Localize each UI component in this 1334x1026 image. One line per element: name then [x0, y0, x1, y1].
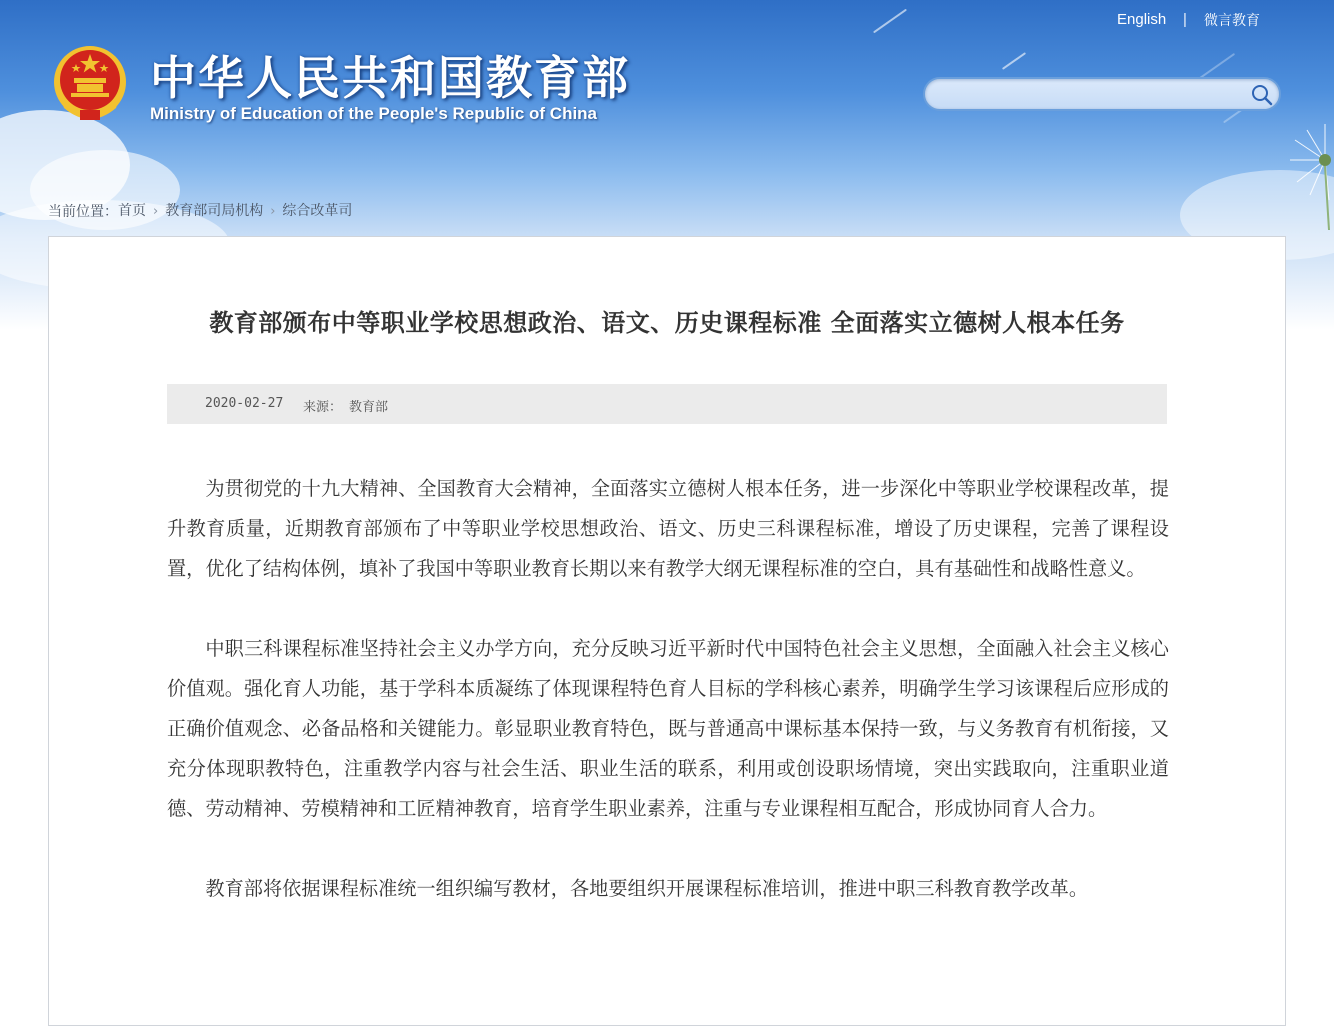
- site-subtitle: Ministry of Education of the People's Republic of China: [150, 104, 598, 123]
- article-body: [167, 469, 1169, 949]
- top-links: [1100, 10, 1300, 30]
- dandelion-decoration: [1285, 120, 1334, 230]
- article-panel: [48, 236, 1286, 1026]
- search-box: [923, 77, 1281, 111]
- breadcrumb: [48, 200, 352, 221]
- breadcrumb-home[interactable]: 首页: [118, 203, 146, 219]
- national-emblem-icon: [52, 44, 128, 124]
- breadcrumb-current[interactable]: 综合改革司: [282, 203, 353, 219]
- article-paragraph: 教育部将依据课程标准统一组织编写教材，各地要组织开展课程标准培训，推进中职三科教育教学改革。: [205, 877, 1089, 900]
- search-icon[interactable]: [1251, 84, 1273, 106]
- sparkle-decoration: [1002, 52, 1026, 70]
- site-title: 中华人民共和国教育部: [150, 51, 630, 105]
- breadcrumb-label: 当前位置：: [48, 204, 118, 220]
- article-title: 教育部颁布中等职业学校思想政治、语文、历史课程标准 全面落实立德树人根本任务: [209, 309, 1125, 337]
- article-paragraph: 为贯彻党的十九大精神、全国教育大会精神，全面落实立德树人根本任务，进一步深化中等职业学校课程改革，提升教育质量，近期教育部颁布了中等职业学校思想政治、语文、历史三科课程标准，增设了历史课程，完善了课程设置，优化了结构体例，填补了我国中等职业教育长期以来有教学大纲无课程标准的空白，具有基础性和战略性意义。: [167, 477, 1169, 580]
- english-link[interactable]: English: [1117, 11, 1167, 28]
- weibo-link[interactable]: 微言教育: [1204, 13, 1260, 29]
- article-meta: [167, 384, 1167, 424]
- search-input[interactable]: [939, 83, 1243, 107]
- source-value: 教育部: [349, 400, 389, 415]
- chevron-right-icon: ›: [270, 203, 276, 219]
- link-separator: |: [1183, 11, 1187, 28]
- source-label: 来源：: [303, 400, 343, 415]
- article-paragraph: 中职三科课程标准坚持社会主义办学方向，充分反映习近平新时代中国特色社会主义思想，全面融入社会主义核心价值观。强化育人功能，基于学科本质凝练了体现课程特色育人目标的学科核心素养，明确学生学习该课程后应形成的正确价值观念、必备品格和关键能力。彰显职业教育特色，既与普通高中课标基本保持一致，与义务教育有机衔接，又充分体现职教特色，注重教学内容与社会生活、职业生活的联系，利用或创设职场情境，突出实践取向，注重职业道德、劳动精神、劳模精神和工匠精神教育，培育学生职业素养，注重与专业课程相互配合，形成协同育人合力。: [167, 637, 1169, 820]
- publish-date: 2020-02-27: [205, 396, 284, 411]
- breadcrumb-departments[interactable]: 教育部司局机构: [165, 203, 264, 219]
- chevron-right-icon: ›: [153, 203, 159, 219]
- sparkle-decoration: [873, 9, 907, 34]
